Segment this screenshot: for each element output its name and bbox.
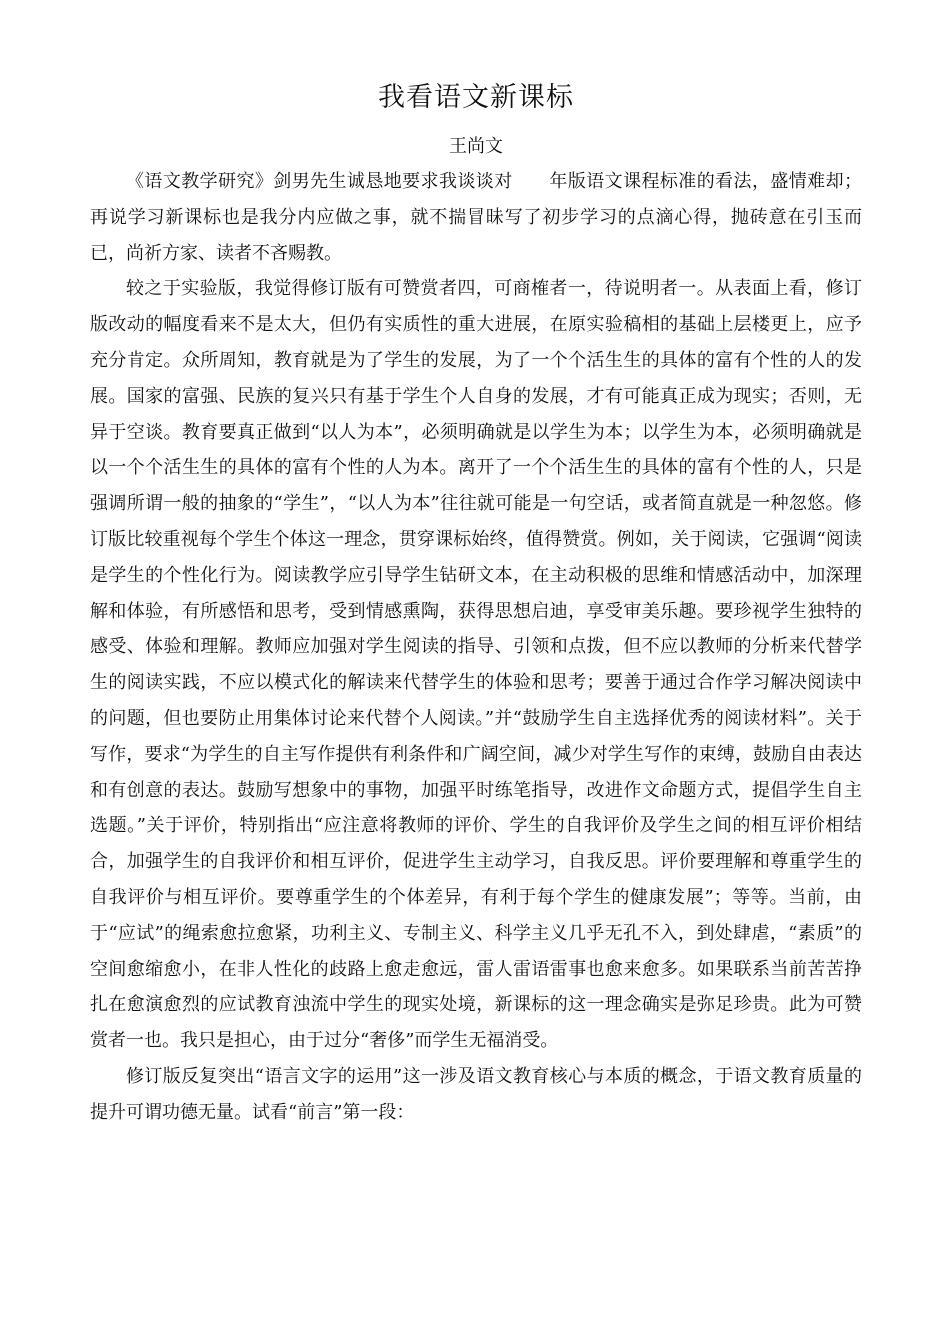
document-title: 我看语文新课标 — [378, 82, 574, 113]
author-name: 王尚文 — [449, 136, 503, 157]
paragraph-language-use: 修订版反复突出“语言文字的运用”这一涉及语文教育核心与本质的概念，于语文教育质量的提升可谓功德无量。试看“前言”第一段： — [90, 1065, 862, 1123]
document-page — [90, 78, 862, 1131]
paragraph-body: 较之于实验版，我觉得修订版有可赞赏者四，可商榷者一，待说明者一。从表面上看，修订版改动的幅度看来不是太大，但仍有实质性的重大进展，在原实验稿相的基础上层楼更上，应予充分肯定。众所周知，教育就是为了学生的发展，为了一个个活生生的具体的富有个性的人的发展。国家的富强、民族的复兴只有基于学生个人自身的发展，才有可能真正成为现实；否则，无异于空谈。教育要真正做到“以人为本”，必须明确就是以学生为本；以学生为本，必须明确就是以一个个活生生的具体的富有个性的人为本。离开了一个个活生生的具体的富有个性的人，只是强调所谓一般的抽象的“学生”，“以人为本”往往就可能是一句空话，或者简直就是一种忽悠。修订版比较重视每个学生个体这一理念，贯穿课标始终，值得赞赏。例如，关于阅读，它强调“阅读是学生的个性化行为。阅读教学应引导学生钻研文本，在主动积极的思维和情感活动中，加深理解和体验，有所感悟和思考，受到情感熏陶，获得思想启迪，享受审美乐趣。要珍视学生独特的感受、体验和理解。教师应加强对学生阅读的指导、引领和点拨，但不应以教师的分析来代替学生的阅读实践，不应以模式化的解读来代替学生的体验和思考；要善于通过合作学习解决阅读中的问题，但也要防止用集体讨论来代替个人阅读。”并“鼓励学生自主选择优秀的阅读材料”。关于写作，要求“为学生的自主写作提供有利条件和广阔空间，减少对学生写作的束缚，鼓励自由表达和有创意的表达。鼓励写想象中的事物，加强平时练笔指导，改进作文命题方式，提倡学生自主选题。”关于评价，特别指出“应注意将教师的评价、学生的自我评价及学生之间的相互评价相结合，加强学生的自我评价和相互评价，促进学生主动学习，自我反思。评价要理解和尊重学生的自我评价与相互评价。要尊重学生的个体差异，有利于每个学生的健康发展”；等等。当前，由于“应试”的绳索愈拉愈紧，功利主义、专制主义、科学主义几乎无孔不入，到处肆虐，“素质”的空间愈缩愈小，在非人性化的歧路上愈走愈远，雷人雷语雷事也愈来愈多。如果联系当前苦苦挣扎在愈演愈烈的应试教育浊流中学生的现实处境，新课标的这一理念确实是弥足珍贵。此为可赞赏者一也。我只是担心，由于过分“奢侈”而学生无福消受。 — [90, 278, 862, 1052]
paragraph-intro: 《语文教学研究》剑男先生诚恳地要求我谈谈对 年版语文课程标准的看法，盛情难却；再说学习新课标也是我分内应做之事，就不揣冒昧写了初步学习的点滴心得，抛砖意在引玉而已，尚祈方家、读者不吝赐教。 — [90, 171, 862, 264]
